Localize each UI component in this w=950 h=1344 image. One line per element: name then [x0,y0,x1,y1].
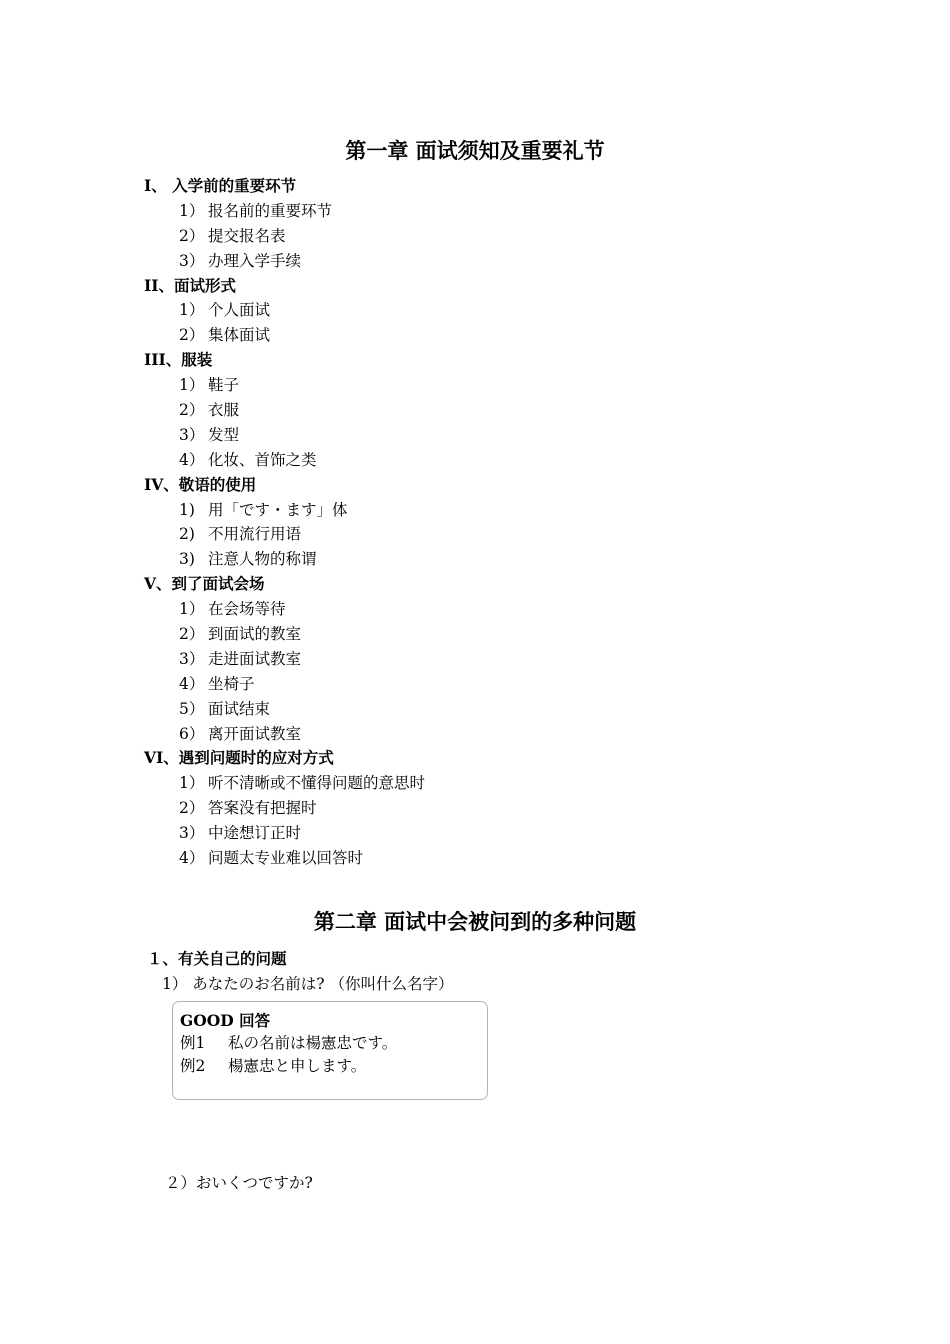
outline-item-number: 1） [179,201,205,220]
outline-item-text: 离开面试教室 [208,724,302,743]
outline-item-text: 不用流行用语 [208,525,302,544]
outline-item-number: 2） [179,625,205,644]
outline-item-number: 1) [179,500,195,519]
answer-example [180,1032,487,1055]
outline-item-number: 3） [179,824,205,843]
outline-item-text: 问题太专业难以回答时 [208,849,364,868]
outline-item-text: 注意人物的称谓 [208,550,317,569]
outline-item-number: 2） [179,799,205,818]
outline-item-text: 衣服 [208,401,240,420]
outline-item [144,323,425,348]
outline-item-text: 面试结束 [208,699,271,718]
outline-item-number: 3） [179,425,205,444]
outline-section-heading: V、到了面试会场 [144,574,265,594]
chapter-2-title: 第二章 面试中会被问到的多种问题 [313,910,637,934]
outline-item-text: 答案没有把握时 [208,799,317,818]
outline-section-heading: II、面试形式 [144,275,237,295]
answer-example [180,1055,487,1078]
outline-item-text: 到面试的教室 [208,625,302,644]
outline-item-text: 走进面试教室 [208,649,302,668]
outline-item-text: 用「です・ます」体 [208,500,348,519]
outline-item [144,199,425,224]
outline-item-number: 3） [179,649,205,668]
outline-section-heading: I、 入学前的重要环节 [144,176,297,195]
outline-item-text: 中途想订正时 [208,824,302,843]
chapter-2-section-heading: １、有关自己的问题 [147,949,287,968]
outline-item-text: 听不清晰或不懂得问题的意思时 [208,774,426,793]
outline-item-number: 5） [179,699,205,718]
outline-item-number: 4） [179,849,205,868]
example-label: 例2 [180,1057,206,1075]
example-text: 楊憲忠と申します。 [228,1057,367,1075]
outline-item-text: 发型 [208,425,240,444]
outline-item-text: 办理入学手续 [208,251,302,270]
outline-item-number: 2） [179,226,205,245]
outline-item-text: 个人面试 [208,301,271,320]
question-1: 1） あなたのお名前は? （你叫什么名字） [162,975,454,993]
outline-item [144,597,425,622]
good-answer-box [172,1001,488,1100]
outline-section-heading: IV、敬语的使用 [144,474,257,494]
outline-item [144,547,425,572]
outline-item-text: 鞋子 [208,376,240,395]
outline-item [144,647,425,672]
outline-item [144,771,425,796]
outline-item-text: 集体面试 [208,326,271,345]
outline-item-number: 2) [179,525,195,544]
outline-item-number: 1） [179,301,205,320]
outline-item [144,622,425,647]
outline-item-text: 报名前的重要环节 [208,201,333,220]
outline-item-number: 1） [179,376,205,395]
outline-item-number: 4） [179,674,205,693]
outline-item-text: 提交报名表 [208,226,286,245]
outline-section-heading: VI、遇到问题时的应对方式 [144,748,334,768]
example-text: 私の名前は楊憲忠です。 [228,1034,398,1052]
outline-item [144,298,425,323]
chapter-1-title: 第一章 面试须知及重要礼节 [345,139,605,163]
outline-item-number: 3） [179,251,205,270]
outline-item [144,846,425,871]
outline-item [144,224,425,249]
outline-item-text: 坐椅子 [208,674,255,693]
outline-item [144,249,425,274]
chapter-1-outline [144,174,425,871]
outline-item [144,697,425,722]
outline-item-number: 4） [179,450,205,469]
outline-item [144,398,425,423]
question-2: ２）おいくつですか? [165,1174,313,1192]
outline-item-number: 1） [179,600,205,619]
outline-item-number: 6） [179,724,205,743]
outline-item-number: 2） [179,326,205,345]
outline-item-text: 化妆、首饰之类 [208,450,317,469]
outline-item [144,672,425,697]
outline-item [144,448,425,473]
outline-item [144,821,425,846]
outline-item [144,373,425,398]
outline-item-number: 1） [179,774,205,793]
outline-item-number: 2） [179,401,205,420]
outline-item [144,796,425,821]
outline-section-heading: III、服装 [144,350,213,370]
outline-item [144,722,425,747]
outline-item [144,498,425,523]
outline-item-text: 在会场等待 [208,600,286,619]
outline-item [144,522,425,547]
outline-item-number: 3) [179,550,195,569]
outline-item [144,423,425,448]
example-label: 例1 [180,1034,206,1052]
answer-box-title: GOOD 回答 [180,1011,271,1030]
